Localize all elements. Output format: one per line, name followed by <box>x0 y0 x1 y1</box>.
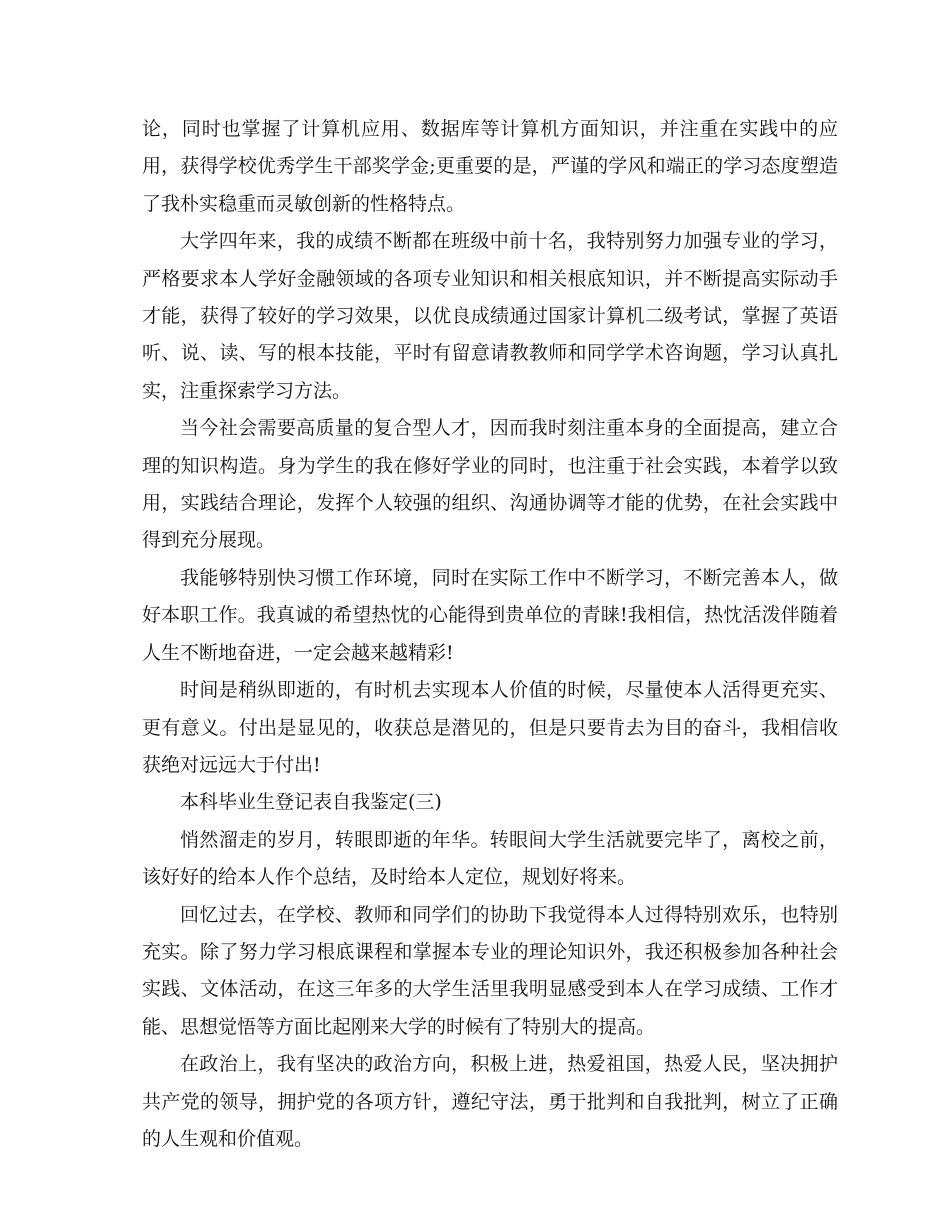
paragraph-continued: 论，同时也掌握了计算机应用、数据库等计算机方面知识，并注重在实践中的应用，获得学校优秀学生干部奖学金;更重要的是，严谨的学风和端正的学习态度塑造了我朴实稳重而灵敏创新的性格特点。 <box>142 118 838 215</box>
paragraph-work-environment: 我能够特别快习惯工作环境，同时在实际工作中不断学习，不断完善本人，做好本职工作。我真诚的希望热忱的心能得到贵单位的青睐!我相信，热忱活泼伴随着人生不断地奋进，一定会越来越精彩! <box>142 566 838 664</box>
paragraph-four-years: 大学四年来，我的成绩不断都在班级中前十名，我特别努力加强专业的学习，严格要求本人学好金融领域的各项专业知识和相关根底知识，并不断提高实际动手才能，获得了较好的学习效果，以优良成绩通过国家计算机二级考试，掌握了英语听、说、读、写的根本技能，平时有留意请教教师和同学学术咨询题，学习认真扎实，注重探索学习方法。 <box>142 230 838 402</box>
paragraph-politics: 在政治上，我有坚决的政治方向，积极上进，热爱祖国，热爱人民，坚决拥护共产党的领导，拥护党的各项方针，遵纪守法，勇于批判和自我批判，树立了正确的人生观和价值观。 <box>142 1053 838 1150</box>
paragraph-years-pass: 悄然溜走的岁月，转眼即逝的年华。转眼间大学生活就要完毕了，离校之前，该好好的给本人作个总结，及时给本人定位，规划好将来。 <box>142 828 838 889</box>
section-heading: 本科毕业生登记表自我鉴定(三) <box>180 791 442 814</box>
document-page <box>142 111 838 1158</box>
paragraph-time: 时间是稍纵即逝的，有时机去实现本人价值的时候，尽量使本人活得更充实、更有意义。付出是显见的，收获总是潜见的，但是只要肯去为目的奋斗，我相信收获绝对远远大于付出! <box>142 679 838 776</box>
paragraph-society-needs: 当今社会需要高质量的复合型人才，因而我时刻注重本身的全面提高，建立合理的知识构造。身为学生的我在修好学业的同时，也注重于社会实践，本着学以致用，实践结合理论，发挥个人较强的组织、沟通协调等才能的优势，在社会实践中得到充分展现。 <box>142 417 838 552</box>
paragraph-recall-past: 回忆过去，在学校、教师和同学们的协助下我觉得本人过得特别欢乐，也特别充实。除了努力学习根底课程和掌握本专业的理论知识外，我还积极参加各种社会实践、文体活动，在这三年多的大学生活里我明显感受到本人在学习成绩、工作才能、思想觉悟等方面比起刚来大学的时候有了特别大的提高。 <box>142 903 838 1038</box>
